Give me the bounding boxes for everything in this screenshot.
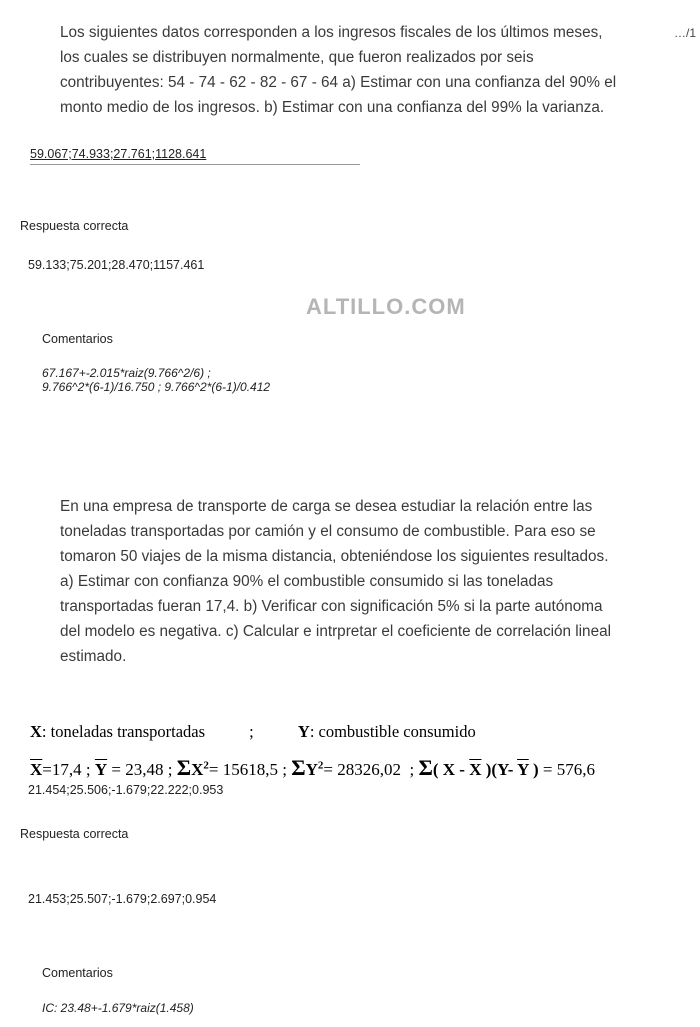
y-description: : combustible consumido (309, 722, 476, 741)
x-squared-symbol: $X^2$ (191, 759, 209, 779)
comments-text (42, 366, 270, 394)
x-variable: X (30, 722, 42, 741)
x-bar-symbol: $\overline{X}$ (30, 760, 43, 779)
question-2-text: En una empresa de transporte de carga se desea estudiar la relación entre las toneladas transportadas por camión y el consumo de combustible. Para eso se tomaron 50 viajes de la misma distancia, obteniéndose los siguientes resultados. a) Estimar con confianza 90% el combustible consumido si las toneladas transportadas fueran 17,4. b) Verificar con significación 5% si la parte autónoma del modelo es negativa. c) Calcular e intrpretar el coeficiente de correlación lineal estimado. (60, 498, 611, 665)
x-bar-value: =17,4 (42, 760, 82, 779)
comments-line: IC: 23.48+-1.679*raiz(1.458) (42, 1001, 194, 1015)
summary-statistics: $\overline{X}=17,4$ ; $\overline{Y} = 23,48$ ; $\Sigma X^2= 15618,5$ ; $\Sigma Y^2= 28326,02$ ; Σ( X - $\overline{X}$ )(Y- $\overline{Y}$ ) = 576,6 (30, 755, 595, 780)
sum-y2-value: = 28326,02 (323, 760, 401, 779)
question-2-answer: 21.454;25.506;-1.679;22.222;0.953 (28, 783, 224, 797)
sum-x2-value: = 15618,5 (208, 760, 278, 779)
sigma-symbol: Σ (176, 755, 192, 780)
correct-answer-value: 21.453;25.507;-1.679;2.697;0.954 (28, 892, 217, 906)
y-squared-symbol: $Y^2$ (305, 759, 324, 779)
question-1-text: Los siguientes datos corresponden a los ingresos fiscales de los últimos meses, los cuales se distribuyen normalmente, que fueron realizados por seis contribuyentes: 54 - 74 - 62 - 82 - 67 - 64 a) Estimar con una confianza del 90% el monto medio de los ingresos. b) Estimar con una confianza del 99% la varianza. (60, 24, 617, 116)
correct-answer-label: Respuesta correcta (20, 827, 129, 841)
comments-title: Comentarios (42, 332, 113, 346)
answer-underline (30, 164, 360, 165)
comments-text (42, 1001, 194, 1015)
sigma-symbol: Σ (418, 755, 433, 780)
sigma-symbol: Σ (291, 755, 306, 780)
correct-answer-label: Respuesta correcta (20, 219, 129, 233)
watermark: ALTILLO.COM (306, 294, 466, 319)
comments-line: 9.766^2*(6-1)/16.750 ; 9.766^2*(6-1)/0.412 (42, 380, 271, 394)
variable-definitions (30, 722, 476, 742)
y-variable: Y (297, 722, 310, 741)
x-description: : toneladas transportadas (41, 722, 206, 741)
correct-answer-value: 59.133;75.201;28.470;1157.461 (28, 258, 205, 272)
page-corner-mark: …/1 (674, 26, 697, 40)
comments-line: 67.167+-2.015*raiz(9.766^2/6) ; (42, 366, 211, 380)
y-bar-symbol: $\overline{Y}$ (94, 760, 108, 779)
y-bar-value: = 23,48 (111, 760, 164, 779)
comments-title: Comentarios (42, 966, 113, 980)
covariance-expression: ( X - $\overline{X}$ )(Y- $\overline{Y}$ ) (432, 760, 539, 779)
question-1-answer: 59.067;74.933;27.761;1128.641 (30, 147, 207, 161)
sum-xy-value: = 576,6 (542, 760, 595, 779)
separator: ; (249, 722, 254, 741)
